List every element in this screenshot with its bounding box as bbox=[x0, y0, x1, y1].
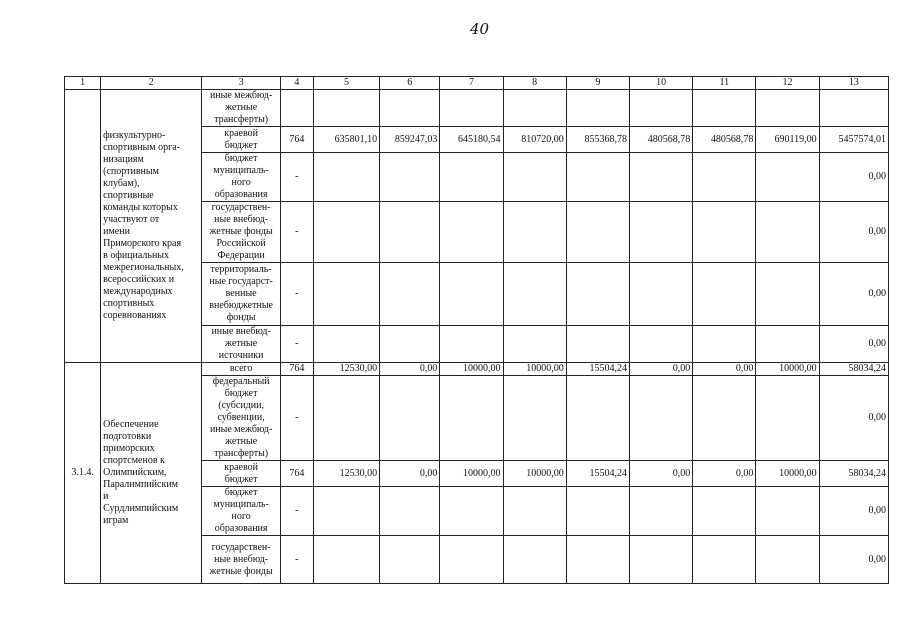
year-amount bbox=[380, 376, 440, 461]
year-amount bbox=[503, 202, 566, 263]
year-amount bbox=[693, 153, 756, 202]
year-amount bbox=[756, 202, 819, 263]
funding-source: государствен- ные внебюд- жетные фонды bbox=[202, 536, 280, 584]
year-amount bbox=[629, 263, 692, 326]
funding-source: иные межбюд- жетные трансферты) bbox=[202, 90, 280, 127]
year-amount bbox=[566, 153, 629, 202]
year-amount bbox=[629, 326, 692, 363]
year-amount bbox=[440, 536, 503, 584]
budget-code: - bbox=[280, 487, 313, 536]
year-amount bbox=[756, 487, 819, 536]
year-amount bbox=[380, 202, 440, 263]
year-amount bbox=[629, 376, 692, 461]
year-amount bbox=[380, 90, 440, 127]
year-amount bbox=[566, 90, 629, 127]
budget-code: 764 bbox=[280, 127, 313, 153]
budget-code: 764 bbox=[280, 461, 313, 487]
funding-source: государствен- ные внебюд- жетные фонды Российской Федерации bbox=[202, 202, 280, 263]
column-number: 8 bbox=[503, 77, 566, 90]
year-amount bbox=[440, 153, 503, 202]
year-amount bbox=[566, 202, 629, 263]
funding-source: федеральный бюджет (субсидии, субвенции, иные межбюд- жетные трансферты) bbox=[202, 376, 280, 461]
year-amount: 0,00 bbox=[629, 363, 692, 376]
total-amount: 0,00 bbox=[819, 202, 888, 263]
year-amount bbox=[693, 326, 756, 363]
year-amount bbox=[629, 90, 692, 127]
year-amount: 0,00 bbox=[693, 363, 756, 376]
year-amount bbox=[629, 487, 692, 536]
year-amount bbox=[756, 153, 819, 202]
year-amount bbox=[756, 326, 819, 363]
year-amount bbox=[503, 90, 566, 127]
total-amount: 0,00 bbox=[819, 487, 888, 536]
year-amount bbox=[566, 376, 629, 461]
year-amount bbox=[503, 536, 566, 584]
year-amount bbox=[313, 90, 379, 127]
funding-source: краевой бюджет bbox=[202, 461, 280, 487]
year-amount: 15504,24 bbox=[566, 363, 629, 376]
year-amount bbox=[380, 263, 440, 326]
year-amount bbox=[566, 263, 629, 326]
item-description: физкультурно- спортивным орга- низациям (спортивным клубам), спортивные команды которых участвуют от имени Приморского края в официальных межрегиональных, всероссийских и международных спортивных соревнованиях bbox=[101, 90, 202, 363]
year-amount: 480568,78 bbox=[629, 127, 692, 153]
item-index bbox=[65, 90, 101, 363]
year-amount bbox=[313, 487, 379, 536]
year-amount: 10000,00 bbox=[756, 461, 819, 487]
column-number: 5 bbox=[313, 77, 379, 90]
year-amount bbox=[503, 487, 566, 536]
funding-source: территориаль- ные государст- венные внебюджетные фонды bbox=[202, 263, 280, 326]
year-amount bbox=[313, 153, 379, 202]
year-amount bbox=[313, 263, 379, 326]
total-amount: 0,00 bbox=[819, 326, 888, 363]
year-amount: 10000,00 bbox=[440, 363, 503, 376]
page-number: 40 bbox=[470, 20, 490, 38]
year-amount bbox=[503, 153, 566, 202]
funding-source: иные внебюд- жетные источники bbox=[202, 326, 280, 363]
year-amount bbox=[440, 326, 503, 363]
year-amount bbox=[693, 487, 756, 536]
year-amount: 810720,00 bbox=[503, 127, 566, 153]
total-amount: 5457574,01 bbox=[819, 127, 888, 153]
year-amount: 12530,00 bbox=[313, 363, 379, 376]
year-amount bbox=[629, 536, 692, 584]
year-amount bbox=[380, 326, 440, 363]
budget-code: - bbox=[280, 263, 313, 326]
year-amount bbox=[440, 202, 503, 263]
year-amount: 0,00 bbox=[380, 461, 440, 487]
year-amount bbox=[440, 263, 503, 326]
year-amount bbox=[693, 376, 756, 461]
year-amount bbox=[440, 90, 503, 127]
year-amount bbox=[629, 153, 692, 202]
year-amount bbox=[313, 202, 379, 263]
year-amount bbox=[380, 153, 440, 202]
year-amount bbox=[313, 536, 379, 584]
year-amount bbox=[756, 536, 819, 584]
total-amount: 0,00 bbox=[819, 153, 888, 202]
funding-source: краевой бюджет bbox=[202, 127, 280, 153]
year-amount: 10000,00 bbox=[503, 363, 566, 376]
year-amount: 859247,03 bbox=[380, 127, 440, 153]
year-amount bbox=[503, 376, 566, 461]
year-amount bbox=[380, 487, 440, 536]
year-amount bbox=[693, 263, 756, 326]
budget-code bbox=[280, 90, 313, 127]
year-amount bbox=[313, 376, 379, 461]
year-amount bbox=[693, 536, 756, 584]
total-amount: 0,00 bbox=[819, 376, 888, 461]
year-amount bbox=[440, 376, 503, 461]
year-amount bbox=[566, 326, 629, 363]
year-amount: 0,00 bbox=[693, 461, 756, 487]
budget-code: - bbox=[280, 536, 313, 584]
year-amount bbox=[313, 326, 379, 363]
budget-code: - bbox=[280, 153, 313, 202]
year-amount bbox=[503, 263, 566, 326]
year-amount bbox=[756, 263, 819, 326]
year-amount: 855368,78 bbox=[566, 127, 629, 153]
total-amount: 0,00 bbox=[819, 536, 888, 584]
year-amount bbox=[629, 202, 692, 263]
total-amount: 58034,24 bbox=[819, 461, 888, 487]
budget-table bbox=[64, 76, 889, 584]
year-amount: 635801,10 bbox=[313, 127, 379, 153]
column-number: 12 bbox=[756, 77, 819, 90]
column-number: 6 bbox=[380, 77, 440, 90]
column-number: 4 bbox=[280, 77, 313, 90]
column-number: 7 bbox=[440, 77, 503, 90]
column-number: 10 bbox=[629, 77, 692, 90]
year-amount bbox=[756, 376, 819, 461]
column-number: 11 bbox=[693, 77, 756, 90]
total-amount: 0,00 bbox=[819, 263, 888, 326]
year-amount bbox=[440, 487, 503, 536]
year-amount: 10000,00 bbox=[756, 363, 819, 376]
item-index: 3.1.4. bbox=[65, 363, 101, 584]
budget-code: 764 bbox=[280, 363, 313, 376]
funding-source: бюджет муниципаль- ного образования bbox=[202, 153, 280, 202]
year-amount bbox=[380, 536, 440, 584]
column-number: 9 bbox=[566, 77, 629, 90]
year-amount: 645180,54 bbox=[440, 127, 503, 153]
total-amount bbox=[819, 90, 888, 127]
funding-source: бюджет муниципаль- ного образования bbox=[202, 487, 280, 536]
year-amount bbox=[503, 326, 566, 363]
funding-source: всего bbox=[202, 363, 280, 376]
year-amount bbox=[693, 202, 756, 263]
budget-code: - bbox=[280, 326, 313, 363]
year-amount bbox=[693, 90, 756, 127]
year-amount bbox=[566, 536, 629, 584]
year-amount: 480568,78 bbox=[693, 127, 756, 153]
year-amount: 0,00 bbox=[380, 363, 440, 376]
budget-code: - bbox=[280, 376, 313, 461]
year-amount: 12530,00 bbox=[313, 461, 379, 487]
year-amount: 0,00 bbox=[629, 461, 692, 487]
item-description: Обеспечение подготовки приморских спортсменов к Олимпийским, Паралимпийским и Сурдлимпийским играм bbox=[101, 363, 202, 584]
year-amount: 15504,24 bbox=[566, 461, 629, 487]
column-number: 1 bbox=[65, 77, 101, 90]
year-amount: 690119,00 bbox=[756, 127, 819, 153]
year-amount bbox=[756, 90, 819, 127]
year-amount: 10000,00 bbox=[503, 461, 566, 487]
total-amount: 58034,24 bbox=[819, 363, 888, 376]
financing-row bbox=[65, 363, 889, 376]
column-number: 3 bbox=[202, 77, 280, 90]
column-number: 13 bbox=[819, 77, 888, 90]
year-amount bbox=[566, 487, 629, 536]
budget-code: - bbox=[280, 202, 313, 263]
column-number: 2 bbox=[101, 77, 202, 90]
financing-row bbox=[65, 90, 889, 127]
column-number-row bbox=[65, 77, 889, 90]
year-amount: 10000,00 bbox=[440, 461, 503, 487]
